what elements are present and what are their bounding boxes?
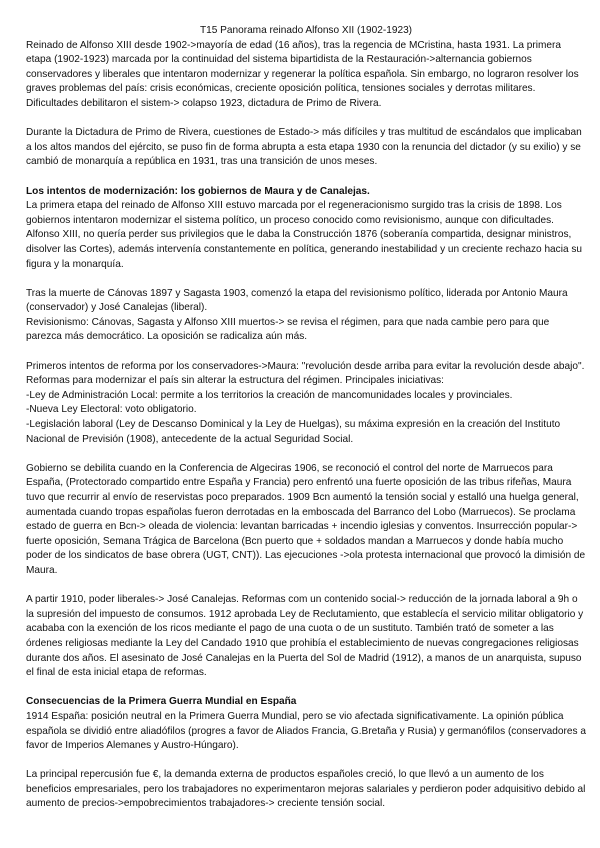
- paragraph-semana-tragica: Gobierno se debilita cuando en la Conferencia de Algeciras 1906, se reconoció el control del norte de Marruecos para España, (Protectorado compartido entre España y Francia) pero enfrentó una fuerte oposición de las tribus rifeñas, Maura tuvo que recurrir al envío de reservistas poco preparados. 1909 Bcn aumentó la tensión social y estalló una huelga general, aumentada cuando tropas españolas fueron derrotadas en la emboscada del Barranco del Lobo (Marruecos). Se proclama estado de guerra en Bcn-> oleada de violencia: levantan barricadas + incendio iglesias y conventos. Insurrección popular-> fuerte oposición, Semana Trágica de Barcelona (Bcn puerto que + soldados mandan a Marruecos y donde había mucho poder de los sindicatos de base obrera (UGT, CNT)). Las ejecuciones ->ola protesta internacional que provocó la dimisión de Maura.: [26, 462, 586, 576]
- paragraph-economic-impact: La principal repercusión fue €, la demanda externa de productos españoles creció, lo que llevó a un aumento de los beneficios empresariales, pero los trabajadores no experimentaron mejoras salariales y perdieron poder adquisitivo debido al aumento de precios->empobrecimientos trabajadores-> creciente tensión social.: [26, 769, 586, 810]
- paragraph-revisionismo-definition: Revisionismo: Cánovas, Sagasta y Alfonso XIII muertos-> se revisa el régimen, para que nada cambie pero para que parezca más democrático. La oposición se radicaliza aún más.: [26, 316, 550, 343]
- paragraph-intro-1: Reinado de Alfonso XIII desde 1902->mayoría de edad (16 años), tras la regencia de MCristina, hasta 1931. La primera etapa (1902-1923) marcada por la continuidad del sistema bipartidista de la Restauración->alternancia gobiernos conservadores y liberales que intentaron modernizar y regenerar la política española. Sin embargo, no lograron resolver los graves problemas del país: crisis económicas, creciente oposición política, tensiones sociales y derrotas militares. Dificultades debilitaron el sistem-> colapso 1923, dictadura de Primo de Rivera.: [26, 39, 579, 109]
- paragraph-revisionismo-start: Tras la muerte de Cánovas 1897 y Sagasta 1903, comenzó la etapa del revisionismo político, liderada por Antonio Maura (conservador) y José Canalejas (liberal).: [26, 287, 568, 314]
- list-item-labor-law: -Legislación laboral (Ley de Descanso Dominical y la Ley de Huelgas), su máxima expresión en la creación del Instituto Nacional de Previsión (1908), antecedente de la actual Seguridad Social.: [26, 419, 561, 445]
- paragraph-neutrality: 1914 España: posición neutral en la Primera Guerra Mundial, pero se vio afectada significativamente. La opinión pública española se dividió entre aliadófilos (progres a favor de Aliados Francia, G.Bretaña y Rusia) y germanófilos (conservadores a favor de Imperios Alemanes y Austro-Húngaro).: [26, 710, 586, 752]
- document-title: T15 Panorama reinado Alfonso XII (1902-1923): [199, 25, 413, 36]
- list-item-admin-local: -Ley de Administración Local: permite a los territorios la creación de mancomunidades locales y provinciales.: [26, 389, 513, 401]
- paragraph-intro-2: Durante la Dictadura de Primo de Rivera, cuestiones de Estado-> más difíciles y tras multitud de escándalos que implicaban a los altos mandos del ejército, se puso fin de forma abrupta a esta etapa 1930 con la renuncia del dictador (y su exilio) y se cambió de monarquía a república en 1931, tras una transición de unos meses.: [26, 127, 582, 168]
- section-heading-ww1: Consecuencias de la Primera Guerra Mundial en España: [26, 696, 297, 708]
- paragraph-canalejas: A partir 1910, poder liberales-> José Canalejas. Reformas com un contenido social-> reducción de la jornada laboral a 9h o la supresión del impuesto de consumos. 1912 aprobada Ley de Reclutamiento, que establecía el servicio militar obligatorio y acababa con la exención de los ricos mediante el pago de una cuota o de un sustituto. También trató de someter a las órdenes religiosas mediante la Ley del Candado 1910 que prohibía el establecimiento de nuevas congregaciones religiosas durante dos años. El asesinato de José Canalejas en la Puerta del Sol de Madrid (1912), a manos de un anarquista, supuso el final de esta inicial etapa de reformas.: [26, 594, 584, 679]
- list-item-electoral-law: -Nueva Ley Electoral: voto obligatorio.: [26, 404, 197, 416]
- section-heading-modernization: Los intentos de modernización: los gobiernos de Maura y de Canalejas.: [26, 185, 370, 197]
- paragraph-maura-reforms: Primeros intentos de reforma por los conservadores->Maura: "revolución desde arriba para evitar la revolución desde abajo". Reformas para modernizar el país sin alterar la estructura del régimen. Principales iniciativas:: [26, 360, 585, 387]
- paragraph-regeneracionismo: La primera etapa del reinado de Alfonso XIII estuvo marcada por el regeneracionismo surgido tras la crisis de 1898. Los gobiernos intentaron modernizar el sistema político, un proceso conocido como revisionismo, aunque con dificultades. Alfonso XIII, no quería perder sus privilegios que le daba la Construcción 1876 (soberanía compartida, designar ministros, disolver las Cortes), además intervenía constantemente en política, generando inestabilidad y un creciente rechazo hacia su figura y la monarquía.: [26, 200, 583, 270]
